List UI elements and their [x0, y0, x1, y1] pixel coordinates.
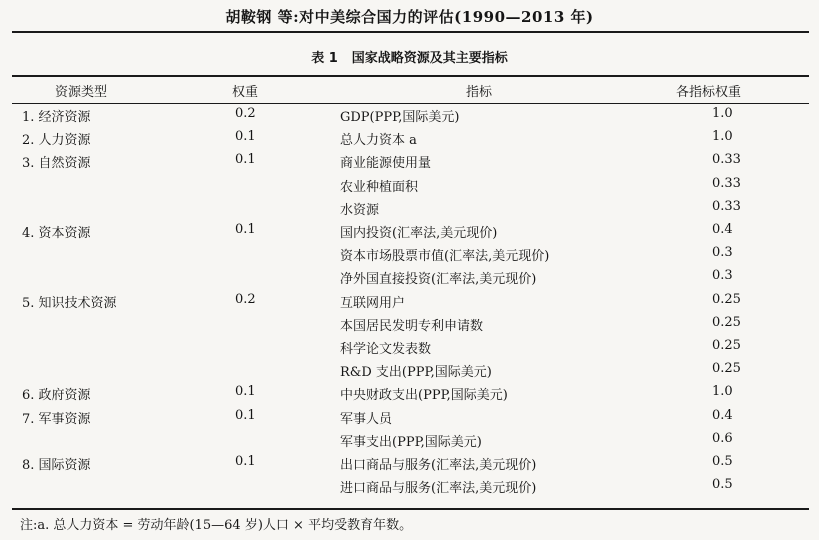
row-weight: 0.1 [235, 407, 256, 423]
row-indicator: 科学论文发表数 [340, 342, 432, 357]
row-indicator: 资本市场股票市值(汇率法,美元现价) [340, 249, 550, 265]
row-indicator-weight: 0.25 [712, 361, 741, 377]
row-indicator: 进口商品与服务(汇率法,美元现价) [340, 481, 537, 497]
table-row [0, 338, 819, 361]
row-weight: 0.1 [235, 152, 256, 168]
row-indicator-weight: 0.25 [712, 338, 741, 353]
row-weight: 0.1 [235, 129, 256, 145]
row-indicator-weight: 1.0 [712, 129, 733, 145]
header-weight: 权重 [232, 85, 259, 100]
table-title: 国家战略资源及其主要指标 [351, 51, 508, 66]
table-row [0, 199, 819, 222]
row-indicator: 商业能源使用量 [340, 156, 432, 172]
row-indicator-weight: 0.3 [712, 268, 733, 284]
row-indicator: 农业种植面积 [340, 179, 419, 195]
table-header-row [0, 79, 819, 101]
table-row [0, 152, 819, 175]
row-resource-type: 2. 人力资源 [22, 133, 91, 149]
table-row [0, 106, 819, 129]
row-indicator: 出口商品与服务(汇率法,美元现价) [340, 458, 537, 473]
row-weight: 0.1 [235, 384, 256, 400]
table-row [0, 431, 819, 454]
footnote: 注:a. 总人力资本 = 劳动年龄(15—64 岁)人口 × 平均受教育年数。 [20, 518, 413, 533]
row-indicator-weight: 0.33 [712, 175, 741, 191]
row-resource-type: 3. 自然资源 [22, 156, 91, 172]
row-indicator: 军事人员 [340, 411, 393, 427]
row-indicator: 本国居民发明专利申请数 [340, 318, 484, 334]
row-indicator-weight: 0.5 [712, 454, 733, 469]
row-indicator-weight: 0.4 [712, 222, 733, 237]
row-weight: 0.1 [235, 454, 256, 469]
table-row [0, 292, 819, 315]
table-row [0, 477, 819, 500]
table-row [0, 384, 819, 407]
row-indicator: GDP(PPP,国际美元) [340, 110, 460, 125]
table-number: 表 1 [311, 51, 338, 66]
row-indicator: 中央财政支出(PPP,国际美元) [340, 388, 508, 404]
header-indicator-weight: 各指标权重 [676, 85, 742, 100]
row-indicator-weight: 0.25 [712, 291, 741, 307]
table-row [0, 129, 819, 152]
row-indicator: 净外国直接投资(汇率法,美元现价) [340, 272, 537, 288]
row-indicator-weight: 0.3 [712, 245, 733, 261]
running-header: 胡鞍钢 等:对中美综合国力的评估(1990—2013 年) [225, 8, 594, 26]
table-row [0, 454, 819, 477]
table-bottom-rule [12, 508, 809, 510]
table-header-rule [12, 103, 809, 104]
row-resource-type: 8. 国际资源 [22, 458, 91, 473]
row-resource-type: 5. 知识技术资源 [22, 295, 117, 311]
table-row [0, 315, 819, 338]
row-resource-type: 4. 资本资源 [22, 226, 91, 241]
row-indicator-weight: 0.4 [712, 407, 733, 423]
row-indicator: 总人力资本 a [340, 133, 417, 149]
table-row [0, 361, 819, 384]
row-weight: 0.2 [235, 106, 256, 121]
header-indicator: 指标 [466, 85, 493, 100]
row-weight: 0.1 [235, 222, 256, 237]
row-indicator-weight: 0.5 [712, 477, 733, 493]
table-row [0, 408, 819, 431]
table-row [0, 222, 819, 245]
row-resource-type: 1. 经济资源 [22, 110, 91, 125]
row-indicator: 军事支出(PPP,国际美元) [340, 434, 482, 450]
row-indicator: 互联网用户 [340, 295, 406, 311]
row-indicator: 国内投资(汇率法,美元现价) [340, 226, 498, 241]
header-resource-type: 资源类型 [55, 85, 108, 100]
table-row [0, 176, 819, 199]
row-indicator-weight: 0.33 [712, 198, 741, 214]
row-indicator-weight: 1.0 [712, 106, 733, 121]
row-resource-type: 6. 政府资源 [22, 388, 91, 404]
row-indicator: R&D 支出(PPP,国际美元) [340, 365, 492, 381]
row-resource-type: 7. 军事资源 [22, 411, 91, 427]
header-rule [12, 31, 809, 33]
table-row [0, 268, 819, 291]
table-row [0, 245, 819, 268]
table-top-rule [12, 75, 809, 77]
table-caption [0, 47, 819, 66]
row-weight: 0.2 [235, 291, 256, 307]
row-indicator-weight: 0.6 [712, 430, 733, 446]
row-indicator: 水资源 [340, 202, 380, 218]
row-indicator-weight: 0.33 [712, 152, 741, 168]
row-indicator-weight: 0.25 [712, 314, 741, 330]
row-indicator-weight: 1.0 [712, 384, 733, 400]
